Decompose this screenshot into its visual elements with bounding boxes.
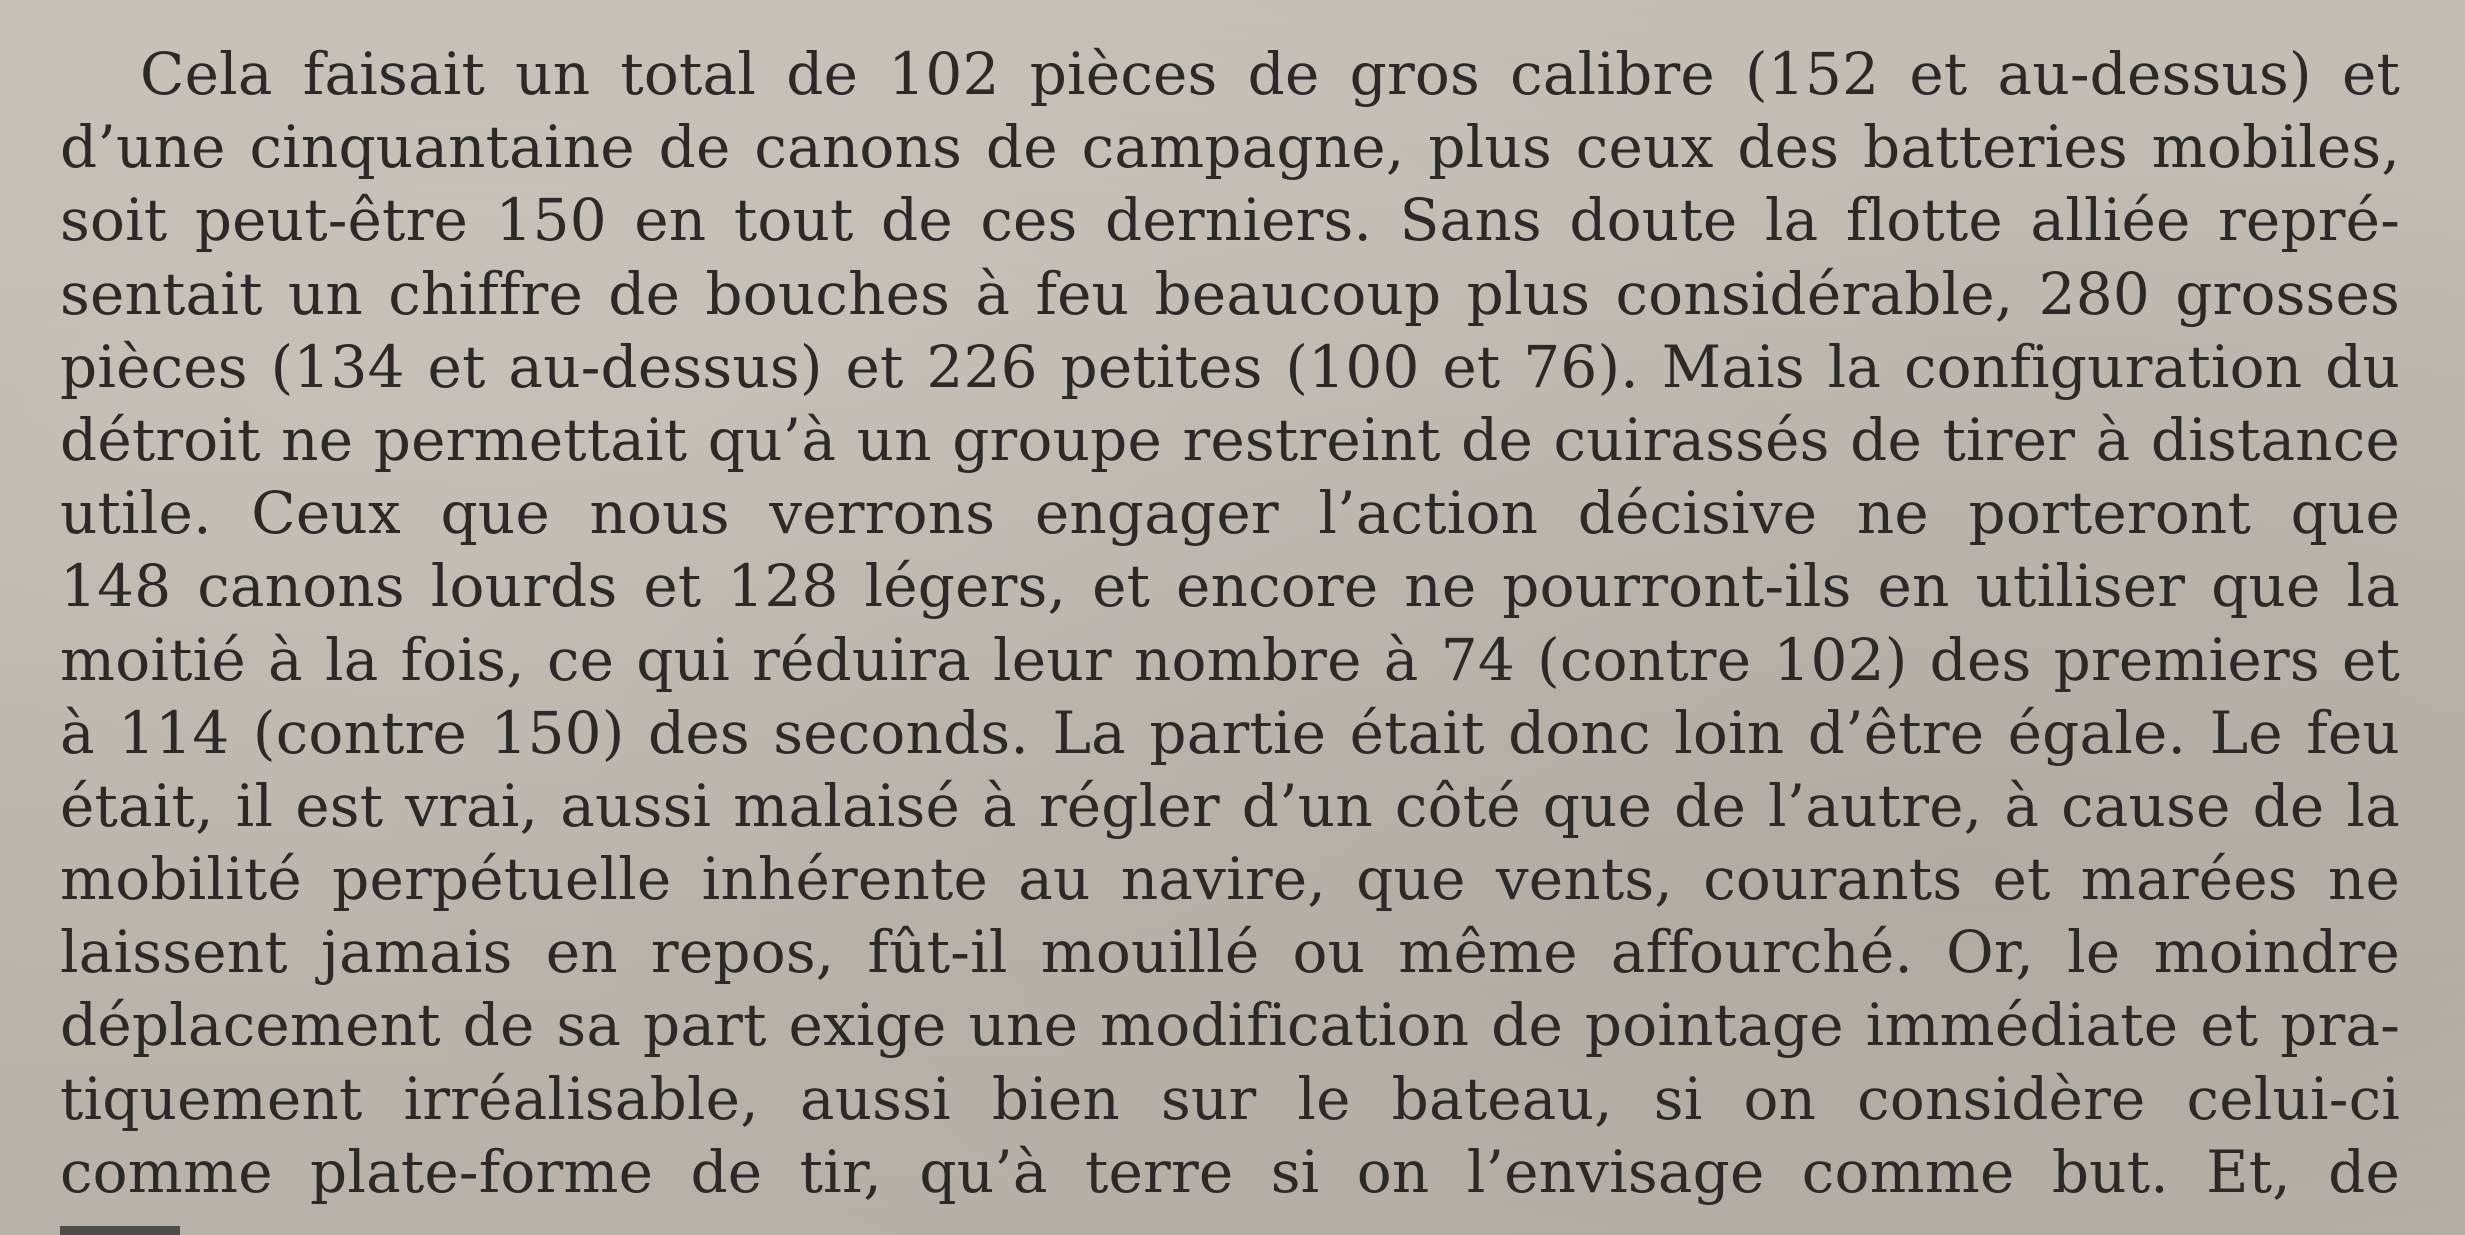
text-line: comme plate-forme de tir, qu’à terre si on l’envisage comme but. Et, de [60,1137,2400,1206]
text-line: mobilité perpétuelle inhérente au navire, que vents, courants et marées ne [60,845,2400,914]
text-line: d’une cinquantaine de canons de campagne, plus ceux des batteries mobiles, [60,113,2400,182]
text-line: soit peut-être 150 en tout de ces derniers. Sans doute la flotte alliée repré- [60,186,2400,255]
body-paragraph [60,38,2400,1209]
text-line: déplacement de sa part exige une modification de pointage immédiate et pra- [60,991,2400,1060]
text-line: était, il est vrai, aussi malaisé à régler d’un côté que de l’autre, à cause de la [60,771,2400,840]
text-line: moitié à la fois, ce qui réduira leur nombre à 74 (contre 102) des premiers et [60,625,2400,694]
text-line: à 114 (contre 150) des seconds. La partie était donc loin d’être égale. Le feu [60,698,2400,767]
text-line: sentait un chiffre de bouches à feu beaucoup plus considérable, 280 grosses [60,259,2400,328]
text-line: pièces (134 et au-dessus) et 226 petites (100 et 76). Mais la configuration du [60,332,2400,401]
text-line: Cela faisait un total de 102 pièces de gros calibre (152 et au-dessus) et [140,40,2400,108]
text-line: détroit ne permettait qu’à un groupe restreint de cuirassés de tirer à distance [60,405,2400,474]
cropped-line-fragment [60,1226,180,1235]
text-line: tiquement irréalisable, aussi bien sur le bateau, si on considère celui-ci [60,1064,2400,1133]
text-line: utile. Ceux que nous verrons engager l’action décisive ne porteront que [60,479,2400,548]
text-line: laissent jamais en repos, fût-il mouillé ou même affourché. Or, le moindre [60,918,2400,987]
text-line: 148 canons lourds et 128 légers, et encore ne pourront-ils en utiliser que la [60,552,2400,621]
